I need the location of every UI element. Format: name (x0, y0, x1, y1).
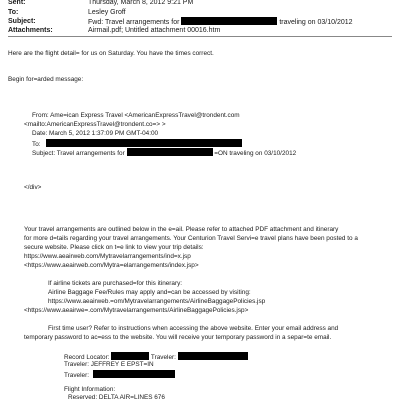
header-divider (8, 36, 392, 37)
subject-label: Subject: (8, 18, 36, 25)
to-value: Lesley Groff (88, 9, 126, 16)
intro-text: Here are the flight detail= for us on Saturday. You have the times correct. (8, 50, 214, 57)
sent-value: Thursday, March 8, 2012 9:21 PM (88, 0, 194, 6)
redaction-bar (111, 352, 149, 360)
sent-label: Sent: (8, 0, 26, 6)
para1-line3: secure website. Please click on t=e link to view your trip details: (24, 244, 204, 251)
subject-prefix: Fwd: Travel arrangements for (88, 19, 180, 26)
para3-line2: temporary password to ac=ess to the website. You will receive your temporary password in a separ=te email. (24, 334, 332, 341)
redaction-bar (178, 352, 248, 360)
trip-link-2[interactable]: <https://www.aeairweb.com/Mytra=elarrangements/index.jsp> (24, 262, 199, 269)
para3-line1: First time user? Refer to instructions when accessing the above website. Enter your email address and (48, 325, 339, 332)
baggage-link-1[interactable]: https://www.aeairweb.=om/Mytravelarrangements/AirlineBaggagePolicies.jsp (48, 298, 266, 305)
fwd-subject-prefix: Subject: Travel arrangements for (32, 150, 125, 157)
redaction-bar (181, 17, 277, 25)
subject-suffix: traveling on 03/10/2012 (279, 19, 353, 26)
record-locator-label: Record Locator: (64, 354, 110, 361)
para1-line1: Your travel arrangements are outlined below in the e=ail. Please refer to attached PDF attachment and itinerary (24, 226, 339, 233)
redaction-bar (127, 148, 213, 156)
para1-line2: for more d=tails regarding your travel arrangements. Your Centurion Travel Servi=e travel plans have been posted to a (24, 235, 358, 242)
fwd-subject-suffix: =ON traveling on 03/10/2012 (214, 150, 297, 157)
fwd-mailto: <mailto:AmericanExpressTravel@trondent.co=> > (24, 121, 166, 128)
baggage-link-2[interactable]: <https://www.aeairwe=.com/Mytravelarrangements/AirlineBaggagePolicies.jsp> (24, 307, 249, 314)
traveler1: Traveler: JEFFREY E EPST=IN (64, 361, 154, 368)
fwd-date: Date: March 5, 2012 1:37:09 PM GMT-04:00 (32, 130, 159, 137)
to-label: To: (8, 9, 19, 16)
redaction-bar (93, 370, 175, 378)
flight-reserved: Reserved: DELTA AIR=LINES 676 (68, 394, 165, 401)
para2-line1: If airline tickets are purchased=for this itinerary: (48, 280, 183, 287)
redaction-bar (46, 139, 242, 147)
para2-line2: Airline Baggage Fee/Rules may apply and=can be accessed by visiting: (48, 289, 251, 296)
trip-link-1[interactable]: https://www.aeairweb.com/Mytravelarrangements/ind=x.jsp (24, 253, 191, 260)
fwd-subject-row (32, 148, 296, 158)
flight-info-heading: Flight Information: (64, 386, 116, 393)
begin-forwarded-text: Begin for=arded message: (8, 76, 84, 83)
traveler-inline-label: Traveler: (150, 354, 176, 361)
attachments-label: Attachments: (8, 27, 53, 34)
fwd-from: From: Ame=ican Express Travel <AmericanExpressTravel@trondent.com (32, 112, 240, 119)
fwd-to-label: To: (32, 141, 41, 148)
traveler2-label: Traveler: (64, 372, 89, 379)
traveler2-row (64, 370, 175, 380)
attachments-value: Airmail.pdf; Untitled attachment 00016.htm (88, 27, 221, 34)
div-close-tag: </div> (24, 184, 42, 191)
